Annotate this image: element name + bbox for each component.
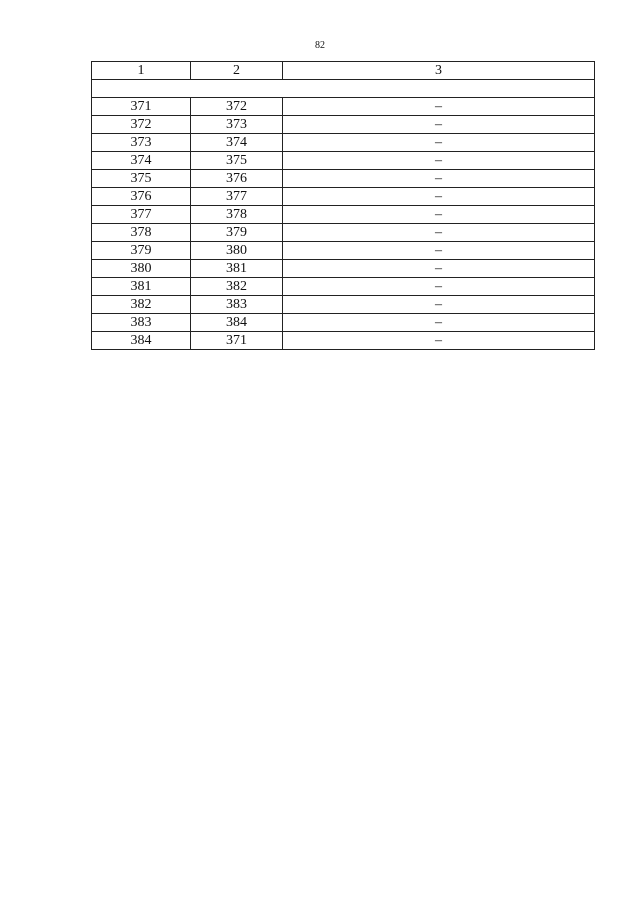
- table-cell-col-2: 371: [191, 332, 283, 350]
- table-row: [92, 98, 595, 116]
- table-cell-col-3: –: [283, 332, 595, 350]
- column-header-3: 3: [283, 62, 595, 80]
- table-cell-col-3: –: [283, 116, 595, 134]
- column-header-1: 1: [92, 62, 191, 80]
- table-cell-col-3: –: [283, 152, 595, 170]
- table-cell-col-2: 379: [191, 224, 283, 242]
- page-number: 82: [315, 40, 325, 51]
- table-cell-col-2: 377: [191, 188, 283, 206]
- table-header: [92, 62, 595, 80]
- table-cell-col-2: 378: [191, 206, 283, 224]
- table-cell-col-3: –: [283, 188, 595, 206]
- table-row: [92, 260, 595, 278]
- table-cell-col-2: 373: [191, 116, 283, 134]
- table-cell-col-2: 381: [191, 260, 283, 278]
- table-row: [92, 314, 595, 332]
- table-cell-col-1: 373: [92, 134, 191, 152]
- table-cell-col-3: –: [283, 170, 595, 188]
- table-cell-col-3: –: [283, 260, 595, 278]
- table-cell-col-1: 384: [92, 332, 191, 350]
- table-cell-col-3: –: [283, 296, 595, 314]
- table-cell-col-1: 382: [92, 296, 191, 314]
- table-cell-col-1: 381: [92, 278, 191, 296]
- table-row: [92, 188, 595, 206]
- table-row: [92, 332, 595, 350]
- table-cell-col-1: 378: [92, 224, 191, 242]
- column-header-2: 2: [191, 62, 283, 80]
- table-cell-col-3: –: [283, 314, 595, 332]
- table-cell-col-2: 380: [191, 242, 283, 260]
- table-cell-col-1: 379: [92, 242, 191, 260]
- table-cell-col-1: 376: [92, 188, 191, 206]
- table-row: [92, 206, 595, 224]
- table-cell-col-2: 376: [191, 170, 283, 188]
- table-cell-col-2: 384: [191, 314, 283, 332]
- spacer-row: [92, 80, 595, 98]
- table-row: [92, 170, 595, 188]
- table-cell-col-1: 374: [92, 152, 191, 170]
- table-row: [92, 242, 595, 260]
- table-cell-col-1: 377: [92, 206, 191, 224]
- table-cell-col-3: –: [283, 278, 595, 296]
- table-cell-col-3: –: [283, 224, 595, 242]
- data-table: [91, 61, 595, 350]
- table-cell-col-2: 374: [191, 134, 283, 152]
- table-cell-col-3: –: [283, 242, 595, 260]
- table-cell-col-2: 372: [191, 98, 283, 116]
- table-cell-col-2: 375: [191, 152, 283, 170]
- table-cell-col-1: 375: [92, 170, 191, 188]
- header-row: [92, 62, 595, 80]
- spacer-cell: [92, 80, 595, 98]
- table-cell-col-1: 380: [92, 260, 191, 278]
- table-cell-col-2: 383: [191, 296, 283, 314]
- table-cell-col-1: 371: [92, 98, 191, 116]
- table-row: [92, 152, 595, 170]
- table-cell-col-1: 383: [92, 314, 191, 332]
- table-body: [92, 80, 595, 350]
- table-cell-col-3: –: [283, 98, 595, 116]
- table-cell-col-1: 372: [92, 116, 191, 134]
- table-cell-col-2: 382: [191, 278, 283, 296]
- table-row: [92, 134, 595, 152]
- table-row: [92, 278, 595, 296]
- table-row: [92, 224, 595, 242]
- table-cell-col-3: –: [283, 134, 595, 152]
- table-cell-col-3: –: [283, 206, 595, 224]
- table-row: [92, 116, 595, 134]
- table-row: [92, 296, 595, 314]
